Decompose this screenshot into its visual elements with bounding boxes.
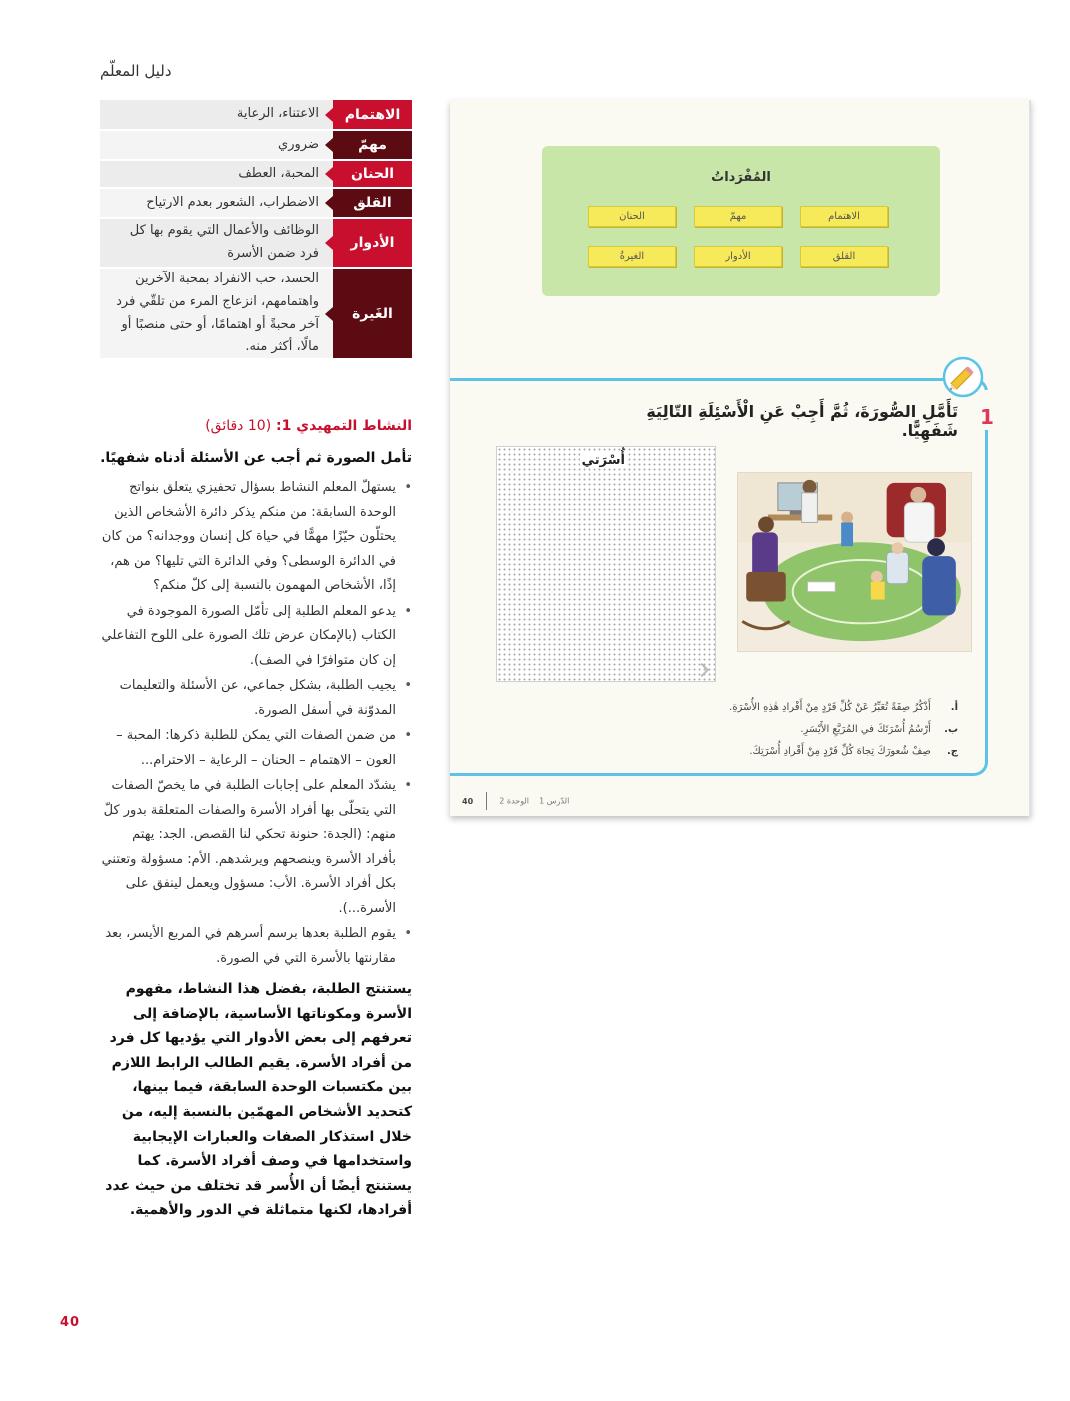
sub-question [550,724,958,735]
vocab-term: الغَيرة [333,269,412,358]
vocab-chip: الغيرةُ [588,246,676,267]
footer-lesson: الدّرس 1 [539,796,570,806]
vocab-definition: الاعتناء، الرعاية [100,100,333,129]
vocab-chip: الاهتمام [800,206,888,227]
resize-handle-icon [695,663,709,677]
sub-question-label: ب. [944,724,958,735]
activity-title-label: النشاط التمهيدي 1: [276,418,412,434]
sub-question [550,702,958,713]
footer-unit: الوحدة 2 [499,796,529,806]
vocab-chip: الحنان [588,206,676,227]
vocabulary-box-title: المُفْرَداتُ [711,170,771,185]
list-item: • يشدّد المعلم على إجابات الطلبة في ما يخصّ الصفات التي يتحلّى بها أفراد الأسرة والصفات المتعلقة بدور كلّ منهم: (الجدة: حنونة تحكي لنا القصص. الجد: يهتم بأفراد الأسرة وينصحهم ويرشدهم. الأم: مسؤولة وتعتني بكل أفراد الأسرة. الأب: مسؤول ويعمل لينفق على الأسرة...). [100,774,412,921]
vocab-chip: مهمّ [694,206,782,227]
sub-question-text: أَرْسُمُ أُسْرَتَكَ في المُرَبَّعِ الأَيْسَرِ. [800,724,931,735]
question-number: 1 [980,405,994,429]
activity-section [100,418,412,1223]
vocab-term: مهمّ [333,131,412,159]
sub-question-text: صِفْ شُعورَكَ تِجاهَ كُلِّ فَرْدٍ مِنْ أَفْرادِ أُسْرَتِكَ. [749,746,931,757]
list-item: • يدعو المعلم الطلبة إلى تأمّل الصورة الموجودة في الكتاب (بالإمكان عرض تلك الصورة على اللوح التفاعلي إن كان متوافرًا في الصف). [100,600,412,674]
drawing-area-title: أُسْرَتي [581,453,625,468]
list-item: • من ضمن الصفات التي يمكن للطلبة ذكرها: المحبة – العون – الاهتمام – الحنان – الرعاية – الاحترام... [100,724,412,773]
vocab-row [100,131,412,161]
drawing-area[interactable] [496,446,716,682]
vocab-row [100,219,412,269]
vocab-term: الحنان [333,161,412,187]
vocab-row [100,161,412,189]
activity-title [100,418,412,434]
activity-conclusion: يستنتج الطلبة، بفضل هذا النشاط، مفهوم الأسرة ومكوناتها الأساسية، بالإضافة إلى تعرفهم إلى بعض الأدوار التي يؤديها كل فرد من أفراد الأسرة. يقيم الطالب الرابط اللازم بين مكتسبات الوحدة السابقة، فيما بينها، كتحديد الأشخاص المهمّين بالنسبة إليه، من خلال استذكار الصفات والعبارات الإيجابية واستخدامها في وصف أفراد الأسرة. كما يستنتج أيضًا أن الأُسر قد تختلف من حيث عدد أفرادها، لكنها متماثلة في الدور والأهمية. [105,981,412,1219]
vocab-chip: الأدوار [694,246,782,267]
page-number: 40 [60,1315,81,1330]
vocab-definition: ضروري [100,131,333,159]
question-text: تَأَمَّلِ الصُّورَةَ، ثُمَّ أَجِبْ عَنِ الْأَسْئِلَةِ التّالِيَةِ شَفَهِيًّا. [646,402,958,440]
vocab-chip: القلق [800,246,888,267]
list-item: • يجيب الطلبة، بشكل جماعي، عن الأسئلة والتعليمات المدوّنة في أسفل الصورة. [100,674,412,723]
book-page-number: 40 [462,796,474,806]
vocab-row [100,189,412,219]
book-footer [462,792,569,810]
sub-question [550,746,958,757]
sub-question-text: أَذْكُرُ صِفَةً تُعَبِّرُ عَنْ كُلِّ فَرْدٍ مِنْ أَفْرادِ هٰذِهِ الأُسْرَةِ. [729,702,931,713]
vocab-definition: الحسد، حب الانفراد بمحبة الآخرين واهتمامهم، انزعاج المرء من تلقّي فرد آخر محبةً أو اهتمامًا، أو حتى منصبًا أو مالًا، أكثر منه. [100,269,333,358]
sub-question-label: ج. [946,746,958,757]
vocab-row [100,269,412,360]
activity-duration: (10 دقائق) [205,418,272,434]
vocabulary-table [100,100,412,360]
activity-bullets [100,476,412,971]
list-item: • يقوم الطلبة بعدها برسم أسرهم في المربع الأيسر، بعد مقارنتها بالأسرة التي في الصورة. [100,922,412,971]
activity-subtitle: تأمل الصورة ثم أجب عن الأسئلة أدناه شفهيًا. [100,450,412,466]
list-item: • يستهلّ المعلم النشاط بسؤال تحفيزي يتعلق بنواتج الوحدة السابقة: من منكم يذكر دائرة الأشخاص الذين يحتلّون حيّزًا مهمًّا في حياة كل إنسان ووجدانه؟ من كان في الدائرة الوسطى؟ وفي الدائرة التي تليها؟ من هم، إذًا، الأشخاص المهمون بالنسبة إلى كلّ منكم؟ [100,476,412,599]
vocab-term: القلق [333,189,412,217]
vocab-definition: المحبة، العطف [100,161,333,187]
footer-divider [486,792,487,810]
vocab-term: الاهتمام [333,100,412,129]
pencil-icon [942,356,984,398]
page-header-title: دليل المعلّم [100,62,172,80]
vocab-definition: الاضطراب، الشعور بعدم الارتياح [100,189,333,217]
vocabulary-box [542,146,940,296]
page-edge [1029,100,1031,816]
sub-question-label: أ. [950,702,958,713]
student-book-page [450,100,1031,816]
vocab-row [100,100,412,131]
vocab-term: الأدوار [333,219,412,267]
vocab-definition: الوظائف والأعمال التي يقوم بها كل فرد ضمن الأسرة [100,219,333,267]
family-illustration [737,472,972,652]
